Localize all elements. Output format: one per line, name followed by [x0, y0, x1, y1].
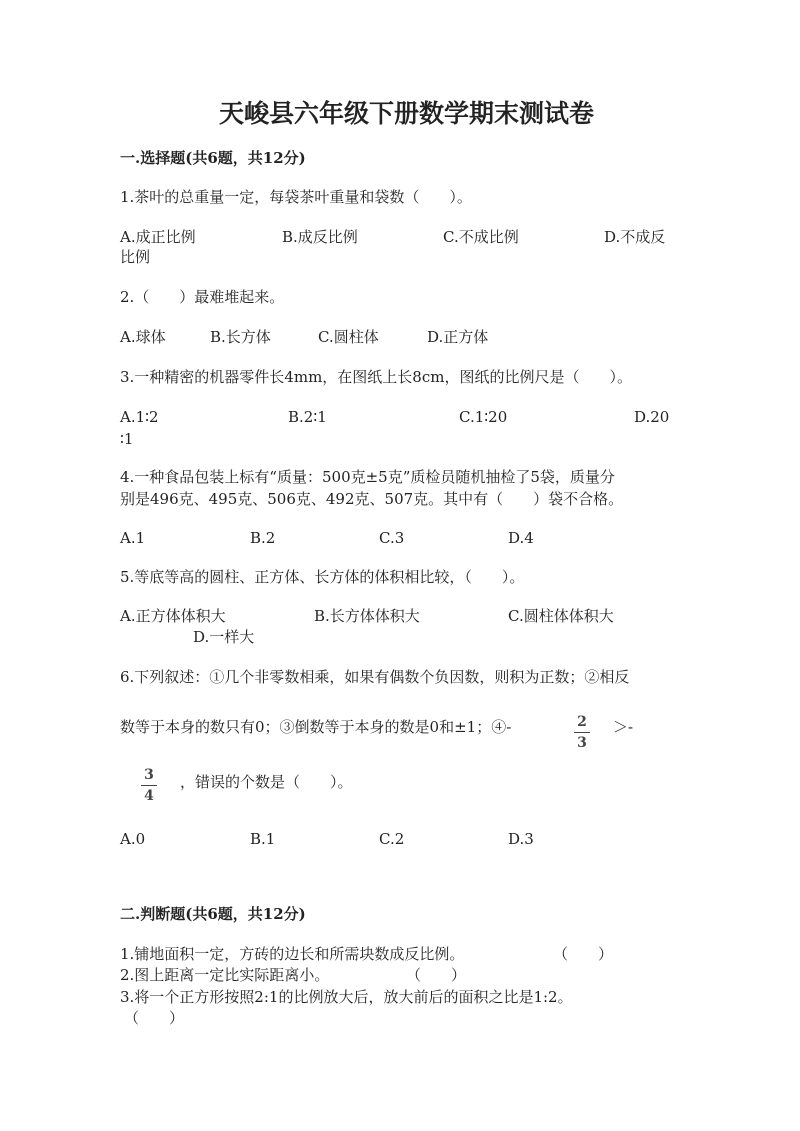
question-1-stem: 1.茶叶的总重量一定，每袋茶叶重量和袋数（ ）。: [120, 188, 472, 206]
greater-than-sign: ＞-: [613, 718, 634, 736]
judgement-item-1-answer-blank: （ ）: [553, 945, 614, 963]
fraction-denominator: 3: [577, 735, 587, 751]
question-2-option-b: B.长方体: [210, 328, 271, 346]
question-5-option-d: D.一样大: [193, 628, 255, 646]
question-3-option-d-wrap: ∶1: [120, 430, 134, 448]
question-1-option-b: B.成反比例: [282, 228, 358, 246]
question-6-stem-line-1: 6.下列叙述：①几个非零数相乘，如果有偶数个负因数，则积为正数；②相反: [120, 668, 630, 686]
question-2-option-c: C.圆柱体: [318, 328, 379, 346]
question-3-stem: 3.一种精密的机器零件长4mm，在图纸上长8cm，图纸的比例尺是（ ）。: [120, 368, 632, 386]
section-heading-choice: 一.选择题(共6题，共12分): [120, 149, 306, 167]
question-4-stem-line-1: 4.一种食品包装上标有“质量：500克±5克”质检员随机抽检了5袋，质量分: [120, 468, 615, 486]
question-6-stem-line-3: ，错误的个数是（ ）。: [180, 773, 353, 791]
page-title: 天峻县六年级下册数学期末测试卷: [219, 99, 595, 128]
question-3-option-b: B.2∶1: [288, 408, 327, 426]
question-5-stem: 5.等底等高的圆柱、正方体、长方体的体积相比较，（ ）。: [120, 568, 525, 586]
fraction-bar: [574, 732, 590, 733]
judgement-item-2-text: 2.图上距离一定比实际距离小。: [120, 966, 330, 984]
question-5-option-b: B.长方体体积大: [314, 607, 420, 625]
fraction-numerator: 3: [144, 767, 154, 783]
question-4-option-a: A.1: [120, 529, 146, 547]
question-2-option-a: A.球体: [120, 328, 166, 346]
question-6-option-d: D.3: [508, 830, 534, 848]
question-3-option-a: A.1∶2: [120, 408, 159, 426]
question-2-option-d: D.正方体: [427, 328, 489, 346]
question-2-stem: 2.（ ）最难堆起来。: [120, 288, 285, 306]
judgement-item-2-answer-blank: （ ）: [406, 966, 467, 984]
question-4-option-b: B.2: [250, 529, 276, 547]
section-heading-judgement: 二.判断题(共6题，共12分): [120, 905, 306, 923]
question-1-option-c: C.不成比例: [443, 228, 519, 246]
question-6-option-b: B.1: [250, 830, 276, 848]
question-4-stem-line-2: 别是496克、495克、506克、492克、507克。其中有（ ）袋不合格。: [120, 490, 624, 508]
question-4-option-c: C.3: [379, 529, 405, 547]
question-3-option-d: D.20: [634, 408, 670, 426]
question-1-option-d: D.不成反: [604, 228, 666, 246]
fraction-denominator: 4: [144, 788, 154, 804]
fraction-two-thirds: [574, 715, 590, 750]
fraction-numerator: 2: [577, 714, 587, 730]
judgement-item-1-text: 1.铺地面积一定，方砖的边长和所需块数成反比例。: [120, 945, 465, 963]
fraction-bar: [141, 785, 157, 786]
question-3-option-c: C.1∶20: [459, 408, 508, 426]
fraction-three-quarters: [141, 768, 157, 803]
question-1-option-a: A.成正比例: [120, 228, 196, 246]
question-6-option-c: C.2: [379, 830, 405, 848]
judgement-item-3-answer-blank: （ ）: [124, 1009, 185, 1027]
question-4-option-d: D.4: [508, 529, 534, 547]
question-5-option-c: C.圆柱体体积大: [508, 607, 614, 625]
question-1-option-d-wrap: 比例: [120, 248, 151, 266]
question-6-stem-line-2: 数等于本身的数只有0；③倒数等于本身的数是0和±1；④-: [120, 718, 512, 736]
question-5-option-a: A.正方体体积大: [120, 607, 226, 625]
judgement-item-3-text: 3.将一个正方形按照2:1的比例放大后，放大前后的面积之比是1:2。: [120, 988, 573, 1006]
question-6-option-a: A.0: [120, 830, 146, 848]
